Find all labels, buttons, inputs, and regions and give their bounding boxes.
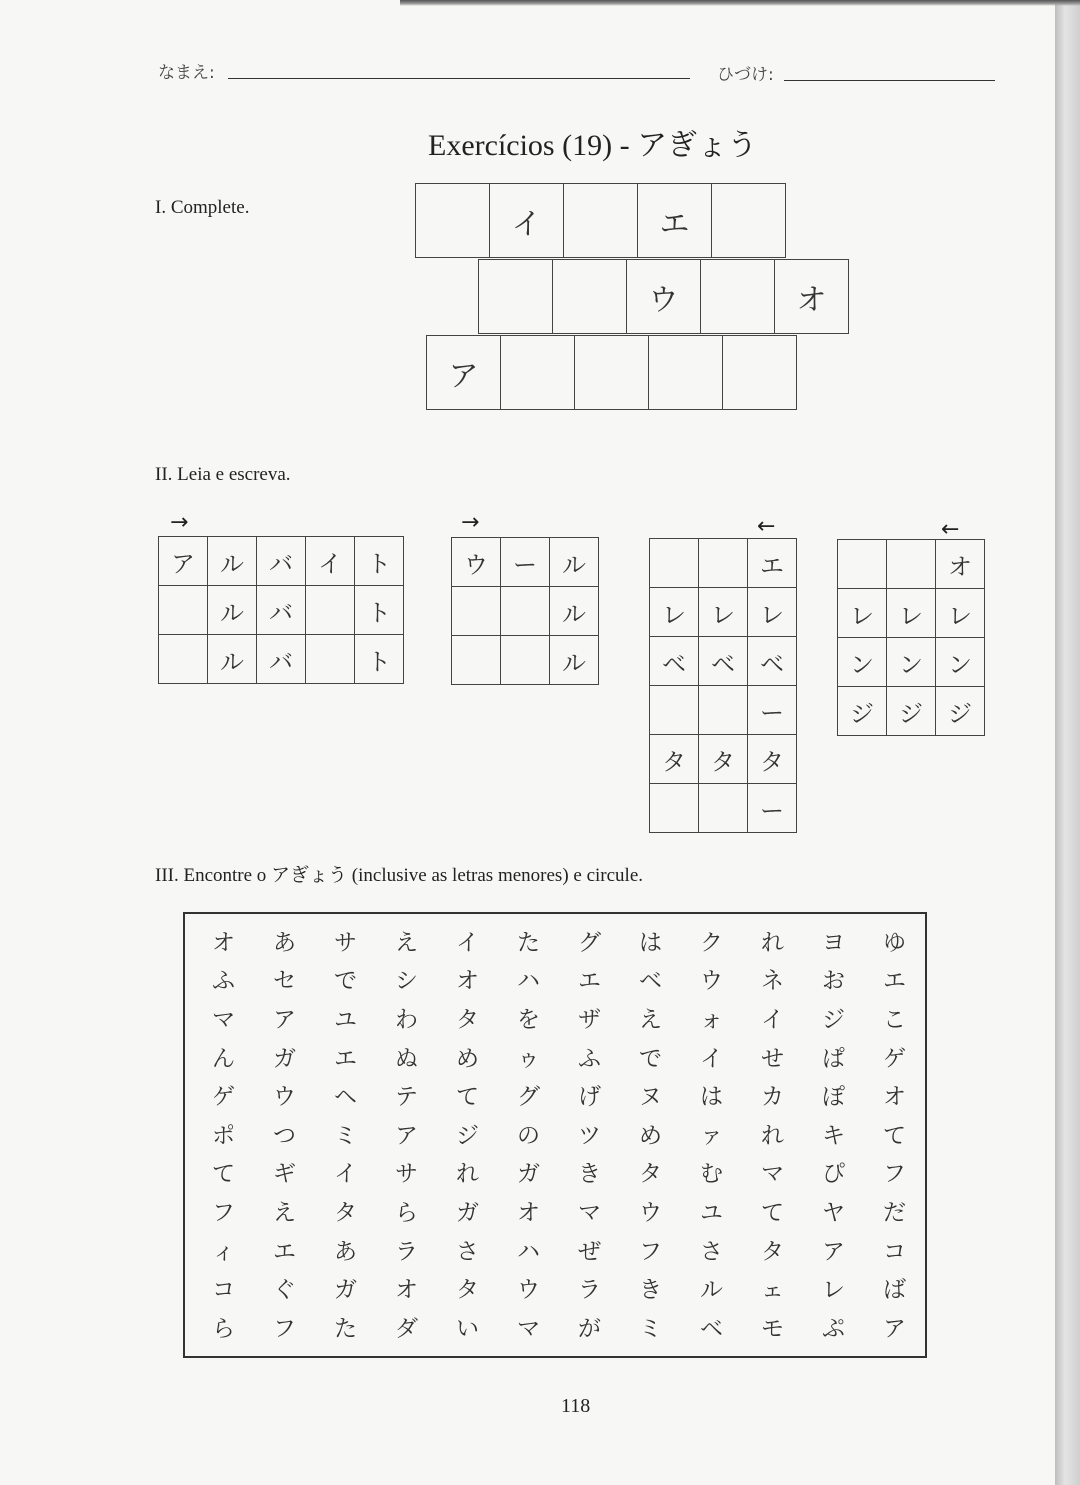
word-search-cell[interactable]: マ xyxy=(578,1199,601,1226)
word-search-cell[interactable]: ェ xyxy=(761,1277,784,1304)
reading-cell[interactable]: ジ xyxy=(838,687,887,736)
word-search-cell[interactable]: イ xyxy=(700,1045,723,1072)
complete-cell[interactable]: ア xyxy=(427,336,501,410)
word-search-cell[interactable]: ウ xyxy=(517,1277,540,1304)
word-search-cell[interactable]: ゲ xyxy=(212,1084,235,1111)
word-search-cell[interactable]: オ xyxy=(395,1277,418,1304)
word-search-cell[interactable]: グ xyxy=(578,929,601,956)
word-search-cell[interactable]: お xyxy=(822,968,845,995)
word-search-cell[interactable]: ん xyxy=(212,1045,235,1072)
section-1-label: I. Complete. xyxy=(155,197,250,218)
reading-cell[interactable]: バ xyxy=(257,635,306,684)
word-search-cell[interactable]: シ xyxy=(395,968,418,995)
word-search-cell[interactable]: イ xyxy=(334,1161,357,1188)
word-search-box xyxy=(183,912,927,1358)
word-search-cell[interactable]: タ xyxy=(639,1161,662,1188)
word-search-cell[interactable]: て xyxy=(761,1199,784,1226)
complete-cell[interactable] xyxy=(479,260,553,334)
reading-cell[interactable]: ア xyxy=(159,537,208,586)
word-search-cell[interactable]: ウ xyxy=(273,1084,296,1111)
reading-cell[interactable] xyxy=(650,784,699,833)
word-search-cell[interactable]: ォ xyxy=(700,1006,723,1033)
word-search-cell[interactable]: き xyxy=(578,1161,601,1188)
reading-cell[interactable]: ン xyxy=(936,638,985,687)
word-search-cell[interactable]: せ xyxy=(761,1045,784,1072)
word-search-cell[interactable]: ネ xyxy=(761,968,784,995)
date-label: ひづけ: xyxy=(717,65,774,85)
reading-cell[interactable] xyxy=(159,635,208,684)
complete-cell[interactable] xyxy=(712,184,786,258)
reading-cell[interactable] xyxy=(501,636,550,685)
word-search-row xyxy=(193,998,925,1037)
word-search-cell[interactable]: の xyxy=(517,1122,540,1149)
complete-cell[interactable] xyxy=(564,184,638,258)
complete-row-2 xyxy=(478,259,849,334)
word-search-cell[interactable]: ガ xyxy=(273,1045,296,1072)
word-search-cell[interactable]: フ xyxy=(883,1161,906,1188)
complete-cell[interactable]: オ xyxy=(775,260,849,334)
word-search-cell[interactable]: エ xyxy=(334,1045,357,1072)
reading-cell[interactable] xyxy=(650,686,699,735)
word-search-cell[interactable]: ア xyxy=(883,1315,906,1342)
word-search-cell[interactable]: は xyxy=(639,929,662,956)
word-search-cell[interactable]: つ xyxy=(273,1122,296,1149)
word-search-cell[interactable]: モ xyxy=(761,1315,784,1342)
word-search-cell[interactable]: ば xyxy=(883,1277,906,1304)
name-line[interactable] xyxy=(228,78,690,79)
word-search-cell[interactable]: ツ xyxy=(578,1122,601,1149)
reading-cell[interactable] xyxy=(306,635,355,684)
reading-cell[interactable]: レ xyxy=(650,588,699,637)
word-search-cell[interactable]: ガ xyxy=(456,1199,479,1226)
word-search-cell[interactable]: ア xyxy=(822,1238,845,1265)
word-search-cell[interactable]: ラ xyxy=(578,1277,601,1304)
word-search-cell[interactable]: タ xyxy=(761,1238,784,1265)
reading-cell[interactable]: ト xyxy=(355,537,404,586)
word-search-row xyxy=(193,1268,925,1307)
word-search-cell[interactable]: あ xyxy=(334,1238,357,1265)
word-search-cell[interactable]: い xyxy=(456,1315,479,1342)
word-search-cell[interactable]: ザ xyxy=(578,1006,601,1033)
word-search-cell[interactable]: ベ xyxy=(700,1315,723,1342)
word-search-cell[interactable]: あ xyxy=(273,929,296,956)
word-search-cell[interactable]: め xyxy=(639,1122,662,1149)
word-search-cell[interactable]: ぱ xyxy=(822,1045,845,1072)
word-search-cell[interactable]: た xyxy=(334,1315,357,1342)
page-top-shadow xyxy=(400,0,1080,6)
reading-cell[interactable]: ウ xyxy=(452,538,501,587)
reading-cell[interactable] xyxy=(699,539,748,588)
complete-cell[interactable] xyxy=(416,184,490,258)
word-search-cell[interactable]: フ xyxy=(273,1315,296,1342)
word-search-cell[interactable]: ぬ xyxy=(395,1045,418,1072)
word-search-cell[interactable]: ギ xyxy=(273,1161,296,1188)
word-search-cell[interactable]: サ xyxy=(334,929,357,956)
word-search-row xyxy=(193,1191,925,1230)
word-search-cell[interactable]: ァ xyxy=(700,1122,723,1149)
reading-cell[interactable]: ベ xyxy=(650,637,699,686)
word-search-cell[interactable]: マ xyxy=(517,1315,540,1342)
word-search-cell[interactable]: ぽ xyxy=(822,1084,845,1111)
date-line[interactable] xyxy=(784,80,995,81)
reading-cell[interactable]: レ xyxy=(699,588,748,637)
reading-cell[interactable]: レ xyxy=(887,589,936,638)
word-search-cell[interactable]: ゆ xyxy=(883,929,906,956)
word-search-cell[interactable]: え xyxy=(639,1006,662,1033)
word-search-cell[interactable]: え xyxy=(395,929,418,956)
reading-cell[interactable]: ト xyxy=(355,586,404,635)
reading-cell[interactable]: エ xyxy=(748,539,797,588)
word-search-cell[interactable]: さ xyxy=(700,1238,723,1265)
reading-grid-orenji xyxy=(837,539,985,736)
word-search-cell[interactable]: さ xyxy=(456,1238,479,1265)
word-search-cell[interactable]: ウ xyxy=(700,968,723,995)
arrow-right-icon: → xyxy=(170,510,189,535)
reading-cell[interactable]: ル xyxy=(550,538,599,587)
binding-edge xyxy=(1055,0,1080,1485)
word-search-cell[interactable]: れ xyxy=(761,929,784,956)
reading-cell[interactable]: ル xyxy=(208,537,257,586)
word-search-cell[interactable]: オ xyxy=(517,1199,540,1226)
reading-cell[interactable]: タ xyxy=(650,735,699,784)
word-search-cell[interactable]: セ xyxy=(273,968,296,995)
reading-grid-uuru xyxy=(451,537,599,685)
word-search-cell[interactable]: ハ xyxy=(517,968,540,995)
reading-cell[interactable]: ベ xyxy=(748,637,797,686)
word-search-cell[interactable]: ィ xyxy=(212,1238,235,1265)
word-search-cell[interactable]: こ xyxy=(883,1006,906,1033)
word-search-cell[interactable]: で xyxy=(639,1045,662,1072)
reading-cell[interactable]: ベ xyxy=(699,637,748,686)
word-search-cell[interactable]: レ xyxy=(822,1277,845,1304)
reading-cell[interactable]: レ xyxy=(936,589,985,638)
reading-cell[interactable] xyxy=(306,586,355,635)
word-search-cell[interactable]: た xyxy=(517,929,540,956)
word-search-cell[interactable]: イ xyxy=(456,929,479,956)
complete-cell[interactable] xyxy=(575,336,649,410)
word-search-cell[interactable]: ぜ xyxy=(578,1238,601,1265)
word-search-cell[interactable]: え xyxy=(273,1199,296,1226)
word-search-cell[interactable]: ポ xyxy=(212,1122,235,1149)
word-search-cell[interactable]: マ xyxy=(212,1006,235,1033)
word-search-cell[interactable]: ジ xyxy=(456,1122,479,1149)
word-search-cell[interactable]: ミ xyxy=(639,1315,662,1342)
word-search-cell[interactable]: ら xyxy=(212,1315,235,1342)
word-search-cell[interactable]: ぷ xyxy=(822,1315,845,1342)
complete-cell[interactable] xyxy=(649,336,723,410)
complete-cell[interactable]: エ xyxy=(638,184,712,258)
word-search-cell[interactable]: ユ xyxy=(700,1199,723,1226)
word-search-cell[interactable]: げ xyxy=(578,1084,601,1111)
word-search-row xyxy=(193,1230,925,1269)
arrow-right-icon: → xyxy=(461,510,480,535)
reading-cell[interactable] xyxy=(452,587,501,636)
word-search-cell[interactable]: コ xyxy=(883,1238,906,1265)
reading-cell[interactable]: ン xyxy=(838,638,887,687)
reading-cell[interactable]: タ xyxy=(699,735,748,784)
word-search-row xyxy=(193,1153,925,1192)
word-search-cell[interactable]: フ xyxy=(639,1238,662,1265)
reading-cell[interactable]: ン xyxy=(887,638,936,687)
word-search-cell[interactable]: ガ xyxy=(517,1161,540,1188)
word-search-cell[interactable]: イ xyxy=(761,1006,784,1033)
word-search-cell[interactable]: ウ xyxy=(639,1199,662,1226)
word-search-cell[interactable]: タ xyxy=(456,1006,479,1033)
reading-cell[interactable] xyxy=(501,587,550,636)
word-search-cell[interactable]: マ xyxy=(761,1161,784,1188)
complete-row-1 xyxy=(415,183,786,258)
word-search-cell[interactable]: て xyxy=(883,1122,906,1149)
word-search-cell[interactable]: を xyxy=(517,1006,540,1033)
word-search-cell[interactable]: ゲ xyxy=(883,1045,906,1072)
reading-cell[interactable]: タ xyxy=(748,735,797,784)
word-search-cell[interactable]: テ xyxy=(395,1084,418,1111)
complete-cell[interactable] xyxy=(501,336,575,410)
word-search-cell[interactable]: ジ xyxy=(822,1006,845,1033)
section-3-label: III. Encontre o アぎょう (inclusive as letras menores) e circule. xyxy=(155,865,644,886)
reading-cell[interactable] xyxy=(699,686,748,735)
word-search-cell[interactable]: ふ xyxy=(578,1045,601,1072)
word-search-cell[interactable]: ゥ xyxy=(517,1045,540,1072)
reading-cell[interactable]: バ xyxy=(257,537,306,586)
reading-cell[interactable]: イ xyxy=(306,537,355,586)
word-search-cell[interactable]: き xyxy=(639,1277,662,1304)
word-search-cell[interactable]: れ xyxy=(456,1161,479,1188)
reading-grid-arubaito xyxy=(158,536,404,684)
reading-cell[interactable] xyxy=(159,586,208,635)
word-search-cell[interactable]: ハ xyxy=(517,1238,540,1265)
word-search-cell[interactable]: ク xyxy=(700,929,723,956)
word-search-cell[interactable]: わ xyxy=(395,1006,418,1033)
word-search-row xyxy=(193,1075,925,1114)
word-search-cell[interactable]: フ xyxy=(212,1199,235,1226)
word-search-cell[interactable]: タ xyxy=(334,1199,357,1226)
word-search-cell[interactable]: で xyxy=(334,968,357,995)
word-search-row xyxy=(193,1307,925,1346)
word-search-cell[interactable]: ア xyxy=(395,1122,418,1149)
reading-cell[interactable]: バ xyxy=(257,586,306,635)
word-search-row xyxy=(193,1037,925,1076)
word-search-cell[interactable]: ぴ xyxy=(822,1161,845,1188)
word-search-cell[interactable]: オ xyxy=(212,929,235,956)
section-2-label: II. Leia e escreva. xyxy=(155,464,291,485)
page-title: Exercícios (19) - アぎょう xyxy=(428,129,758,162)
word-search-cell[interactable]: ベ xyxy=(639,968,662,995)
reading-cell[interactable] xyxy=(452,636,501,685)
word-search-cell[interactable]: ユ xyxy=(334,1006,357,1033)
word-search-cell[interactable]: ヨ xyxy=(822,929,845,956)
word-search-cell[interactable]: ヤ xyxy=(822,1199,845,1226)
word-search-cell[interactable]: エ xyxy=(273,1238,296,1265)
arrow-left-icon: ← xyxy=(757,514,776,539)
reading-cell[interactable]: ー xyxy=(748,784,797,833)
word-search-cell[interactable]: て xyxy=(212,1161,235,1188)
word-search-cell[interactable]: オ xyxy=(456,968,479,995)
word-search-cell[interactable]: は xyxy=(700,1084,723,1111)
reading-cell[interactable] xyxy=(838,540,887,589)
word-search-cell[interactable]: ミ xyxy=(334,1122,357,1149)
reading-cell[interactable]: ル xyxy=(550,587,599,636)
reading-grid-erebeta xyxy=(649,538,797,833)
arrow-left-icon: ← xyxy=(941,517,960,542)
word-search-cell[interactable]: だ xyxy=(883,1199,906,1226)
reading-cell[interactable]: レ xyxy=(748,588,797,637)
word-search-cell[interactable]: キ xyxy=(822,1122,845,1149)
complete-cell[interactable]: ウ xyxy=(627,260,701,334)
word-search-cell[interactable]: む xyxy=(700,1161,723,1188)
word-search-cell[interactable]: ぐ xyxy=(273,1277,296,1304)
word-search-cell[interactable]: ガ xyxy=(334,1277,357,1304)
word-search-cell[interactable]: ア xyxy=(273,1006,296,1033)
word-search-cell[interactable]: サ xyxy=(395,1161,418,1188)
word-search-row xyxy=(193,960,925,999)
name-label: なまえ: xyxy=(158,63,215,83)
word-search-cell[interactable]: ル xyxy=(700,1277,723,1304)
reading-cell[interactable]: ジ xyxy=(887,687,936,736)
complete-cell[interactable] xyxy=(701,260,775,334)
reading-cell[interactable]: オ xyxy=(936,540,985,589)
word-search-cell[interactable]: タ xyxy=(456,1277,479,1304)
word-search-row xyxy=(193,921,925,960)
reading-cell[interactable]: レ xyxy=(838,589,887,638)
complete-cell[interactable] xyxy=(553,260,627,334)
word-search-cell[interactable]: ヌ xyxy=(639,1084,662,1111)
word-search-cell[interactable]: ダ xyxy=(395,1315,418,1342)
word-search-cell[interactable]: コ xyxy=(212,1277,235,1304)
page-number: 118 xyxy=(561,1395,591,1417)
reading-cell[interactable]: ル xyxy=(208,635,257,684)
word-search-cell[interactable]: ラ xyxy=(395,1238,418,1265)
reading-cell[interactable]: ー xyxy=(748,686,797,735)
word-search-cell[interactable]: エ xyxy=(883,968,906,995)
reading-cell[interactable]: ー xyxy=(501,538,550,587)
word-search-cell[interactable]: オ xyxy=(883,1084,906,1111)
reading-cell[interactable] xyxy=(699,784,748,833)
word-search-cell[interactable]: ふ xyxy=(212,968,235,995)
word-search-cell[interactable]: め xyxy=(456,1045,479,1072)
reading-cell[interactable]: ル xyxy=(550,636,599,685)
complete-row-3 xyxy=(426,335,797,410)
reading-cell[interactable] xyxy=(650,539,699,588)
word-search-cell[interactable]: エ xyxy=(578,968,601,995)
complete-cell[interactable]: イ xyxy=(490,184,564,258)
reading-cell[interactable]: ル xyxy=(208,586,257,635)
word-search-cell[interactable]: て xyxy=(456,1084,479,1111)
reading-cell[interactable]: ト xyxy=(355,635,404,684)
word-search-cell[interactable]: が xyxy=(578,1315,601,1342)
complete-cell[interactable] xyxy=(723,336,797,410)
reading-cell[interactable] xyxy=(887,540,936,589)
word-search-cell[interactable]: ヘ xyxy=(334,1084,357,1111)
word-search-cell[interactable]: れ xyxy=(761,1122,784,1149)
word-search-cell[interactable]: ら xyxy=(395,1199,418,1226)
reading-cell[interactable]: ジ xyxy=(936,687,985,736)
word-search-cell[interactable]: グ xyxy=(517,1084,540,1111)
word-search-row xyxy=(193,1114,925,1153)
word-search-cell[interactable]: カ xyxy=(761,1084,784,1111)
